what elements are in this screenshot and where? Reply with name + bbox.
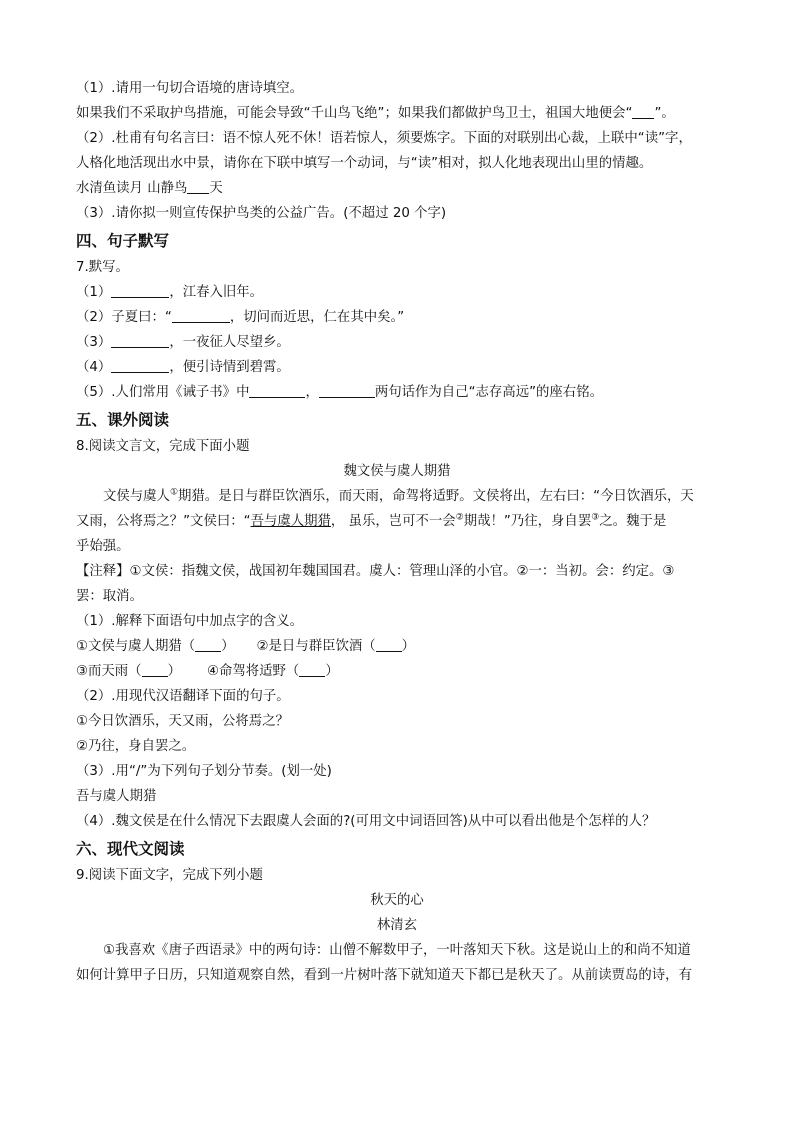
answer-blank[interactable] xyxy=(195,637,221,652)
q6-sub1-text: 如果我们不采取护鸟措施，可能会导致“千山鸟飞绝”；如果我们都做护鸟卫士，祖国大地便会“ ”。 xyxy=(76,106,675,121)
section-heading-6: 六、现代文阅读 xyxy=(76,840,185,858)
footnote-mark: ② xyxy=(455,512,464,523)
article-author: 林清玄 xyxy=(376,918,418,933)
section-heading-4: 四、句子默写 xyxy=(76,232,170,250)
answer-blank[interactable] xyxy=(319,383,375,398)
q7-item-5: （5）.人们常用《诫子书》中 ， 两句话作为自己“志存高远”的座右铭。 xyxy=(76,385,603,400)
answer-blank[interactable] xyxy=(187,179,209,194)
q8-sub1-row2: ③而天雨（ ） ④命驾将适野（ ） xyxy=(76,664,339,679)
q8-sub1-row1: ①文侯与虞人期猎（ ） ②是日与群臣饮酒（ ） xyxy=(76,639,416,654)
footnote-mark: ① xyxy=(169,487,179,498)
q6-sub1: （1）.请用一句切合语境的唐诗填空。 xyxy=(76,81,304,96)
q6-sub3: （3）.请你拟一则宣传保护鸟类的公益广告。(不超过 20 个字) xyxy=(76,206,447,221)
underlined-phrase: 吾与虞人期猎 xyxy=(250,514,331,529)
q8-sub3: （3）.用“/”为下列句子划分节奏。(划一处) xyxy=(76,764,332,779)
passage-line-3: 乎始强。 xyxy=(76,539,130,554)
q7-item-2: （2）子夏曰：“ ，切问而近思，仁在其中矣。” xyxy=(76,310,405,325)
article-line-2: 如何计算甲子日历，只知道观察自然，看到一片树叶落下就知道天下都已是秋天了。从前读贾岛的诗，有 xyxy=(76,968,692,983)
q8-sub2: （2）.用现代汉语翻译下面的句子。 xyxy=(76,689,290,704)
answer-blank[interactable] xyxy=(632,104,654,119)
answer-blank[interactable] xyxy=(172,308,230,323)
footnote-mark: ③ xyxy=(591,512,600,523)
q6-sub2-line2: 人格化地活现出水中景，请你在下联中填写一个动词，与“读”相对，拟人化地表现出山里的情趣。 xyxy=(76,156,653,171)
article-line-1: ①我喜欢《唐子西语录》中的两句诗：山僧不解数甲子，一叶落知天下秋。这是说山上的和尚不知道 xyxy=(103,943,691,958)
passage-line-2: 又雨，公将焉之？”文侯曰：“吾与虞人期猎， 虽乐，岂可不一会②期哉！”乃往，身自罢③之。魏于是 xyxy=(76,512,667,529)
document-page xyxy=(76,76,718,988)
answer-blank[interactable] xyxy=(249,383,305,398)
q7-item-3: （3） ，一夜征人尽望乡。 xyxy=(76,335,290,350)
q8-sub2-b: ②乃往，身自罢之。 xyxy=(76,739,196,754)
passage-title: 魏文侯与虞人期猎 xyxy=(343,464,451,479)
annotation-line-2: 罢：取消。 xyxy=(76,589,143,604)
article-title: 秋天的心 xyxy=(370,893,424,908)
answer-blank[interactable] xyxy=(111,283,169,298)
q8-title: 8.阅读文言文，完成下面小题 xyxy=(76,439,250,454)
answer-blank[interactable] xyxy=(111,358,169,373)
q7-item-4: （4） ，便引诗情到碧霄。 xyxy=(76,360,290,375)
q8-sub3-sentence: 吾与虞人期猎 xyxy=(76,789,157,804)
q7-title: 7.默写。 xyxy=(76,260,129,275)
annotation-line-1: 【注释】①文侯：指魏文侯，战国初年魏国国君。虞人：管理山泽的小官。②一：当初。会：约定。③ xyxy=(76,564,675,579)
q7-item-1: （1） ，江春入旧年。 xyxy=(76,285,264,300)
answer-blank[interactable] xyxy=(299,662,325,677)
q6-sub2-line1: （2）.杜甫有句名言曰：语不惊人死不休！语若惊人，须要炼字。下面的对联别出心裁，上联中“读”字， xyxy=(76,131,692,146)
q8-sub2-a: ①今日饮酒乐，天又雨，公将焉之？ xyxy=(76,714,289,729)
q8-sub1: （1）.解释下面语句中加点字的含义。 xyxy=(76,614,304,629)
passage-line-1: 文侯与虞人①期猎。是日与群臣饮酒乐，而天雨，命驾将适野。文侯将出，左右曰：“今日饮酒乐，天 xyxy=(103,487,694,504)
q8-sub4: （4）.魏文侯是在什么情况下去跟虞人会面的?(可用文中词语回答)从中可以看出他是个怎样的人？ xyxy=(76,814,656,829)
answer-blank[interactable] xyxy=(376,637,402,652)
answer-blank[interactable] xyxy=(142,662,168,677)
section-heading-5: 五、课外阅读 xyxy=(76,411,170,429)
answer-blank[interactable] xyxy=(111,333,169,348)
q9-title: 9.阅读下面文字，完成下列小题 xyxy=(76,868,263,883)
couplet: 水清鱼读月 山静鸟 天 xyxy=(76,181,223,196)
